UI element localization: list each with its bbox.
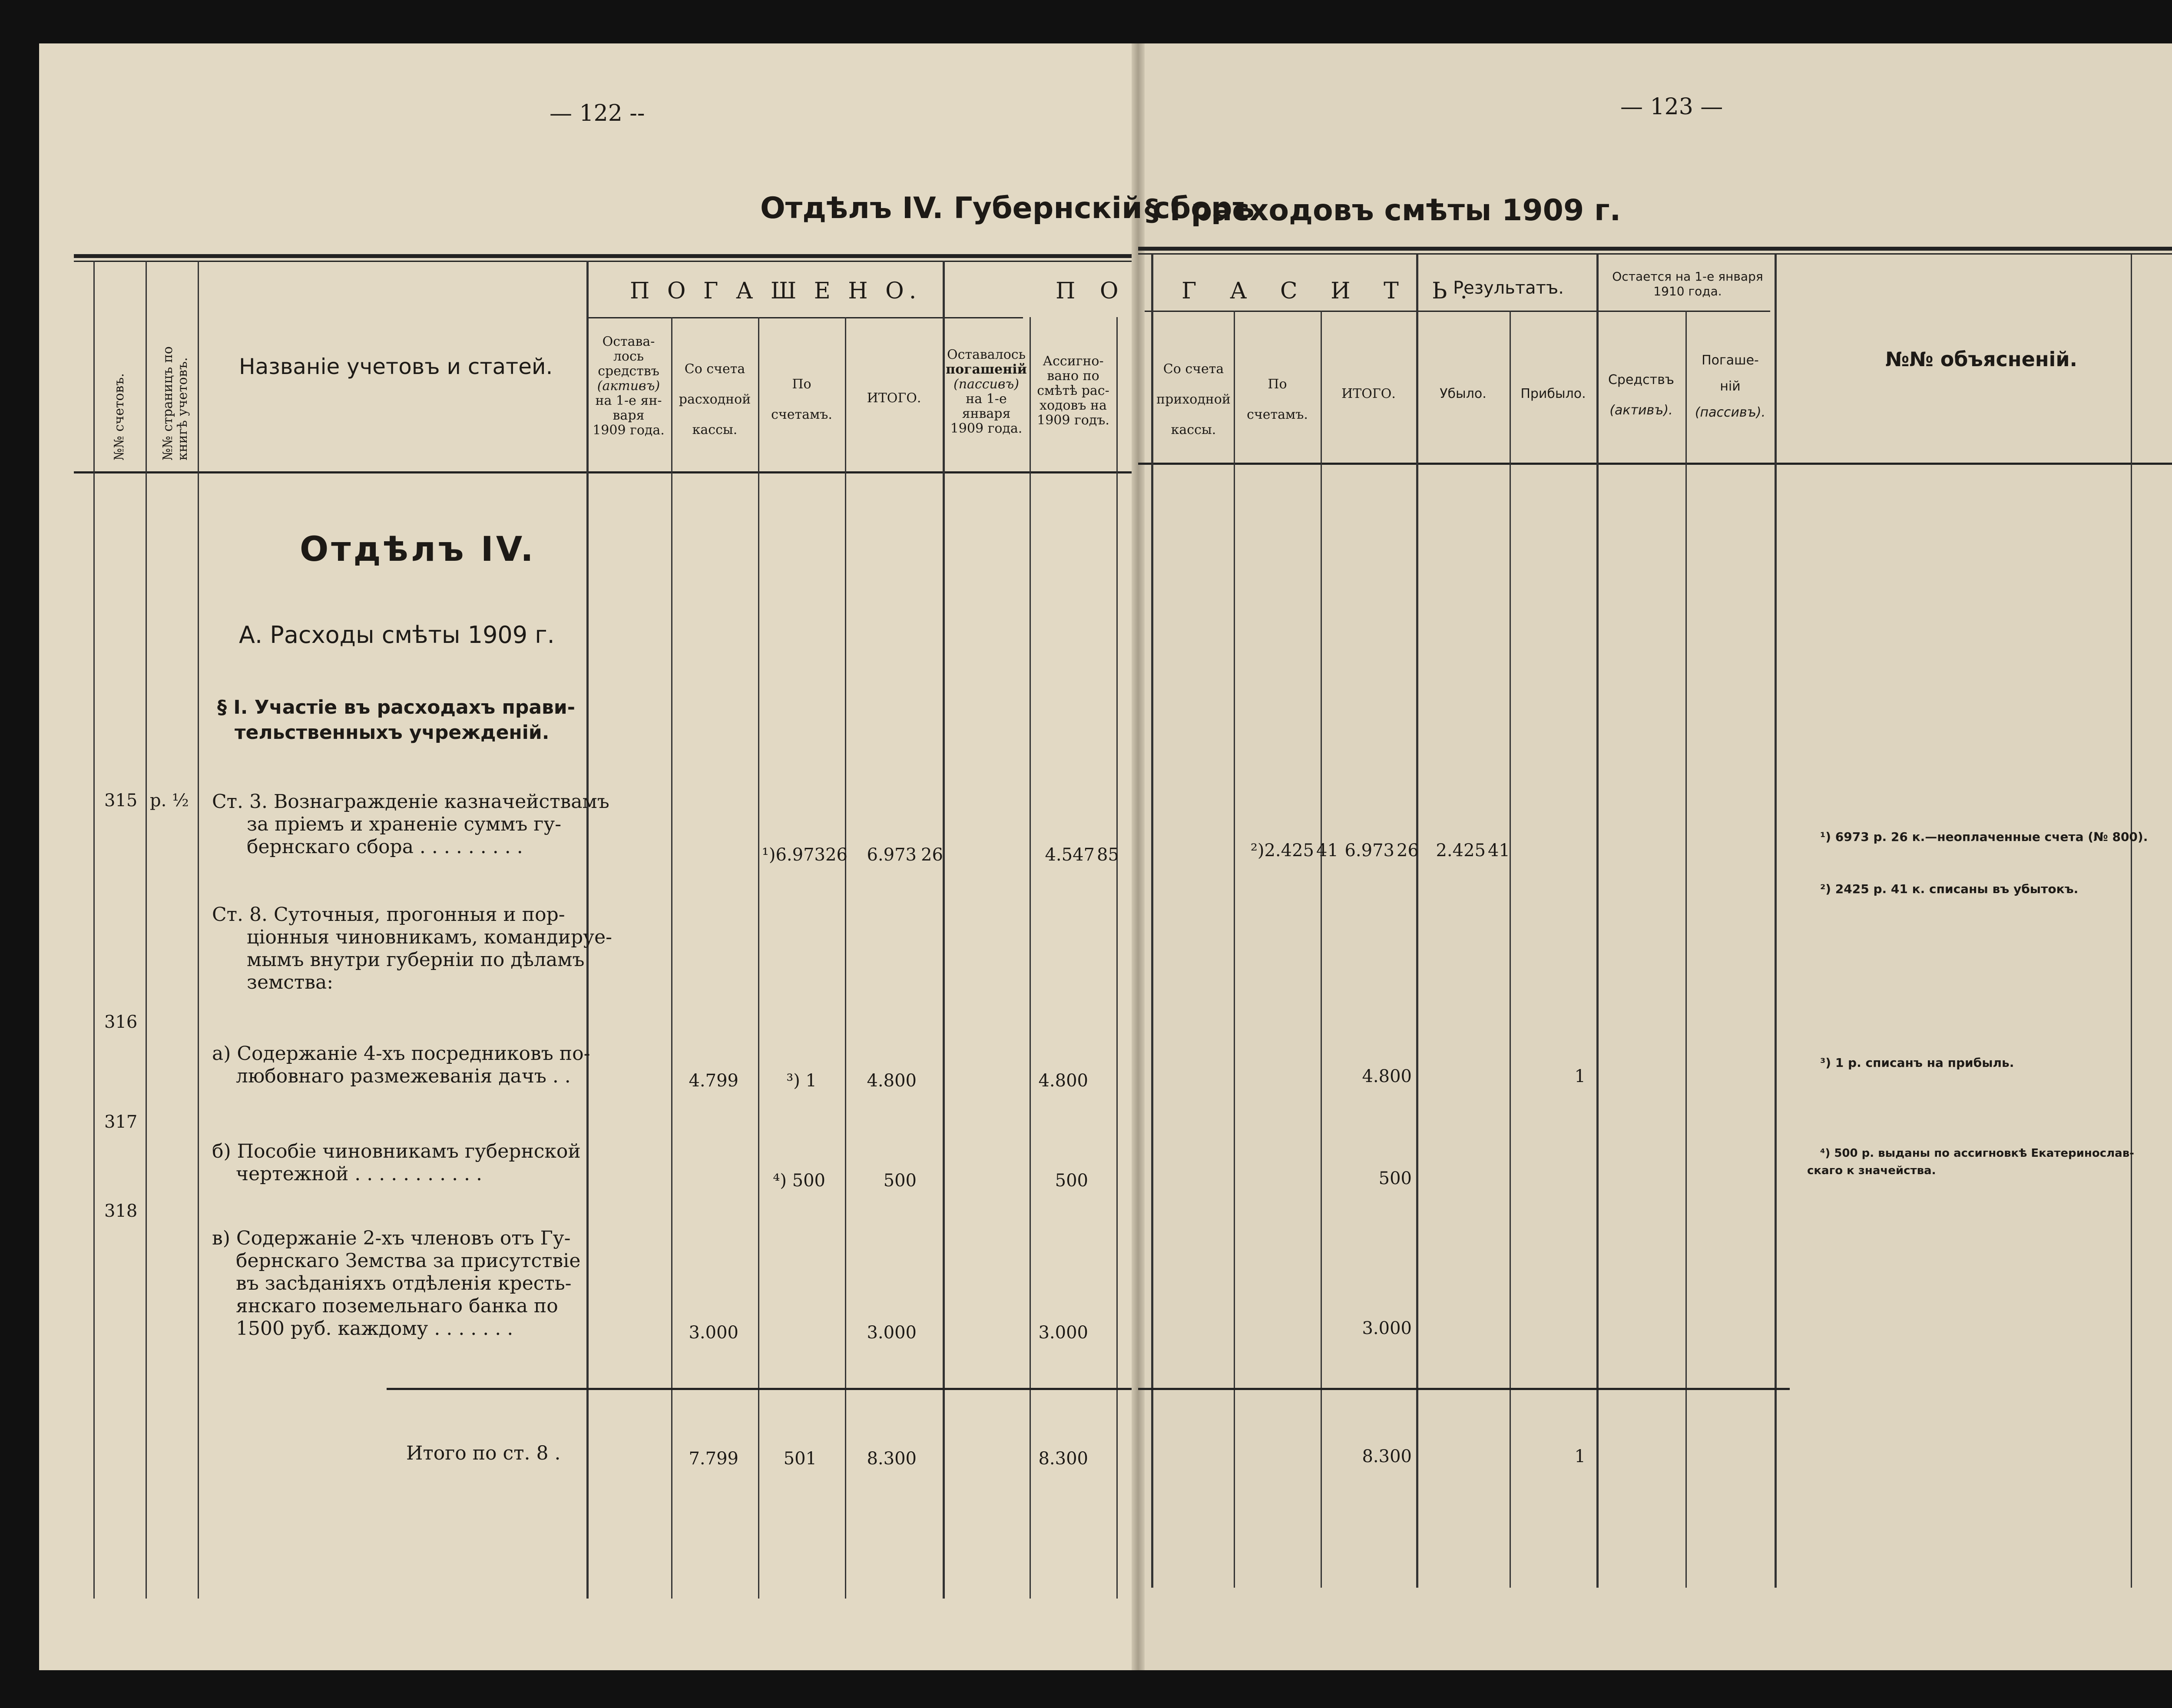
total-rule-left (387, 1388, 1132, 1390)
col-line (1116, 317, 1118, 1599)
r317-itogo: 500 (883, 1171, 917, 1191)
row315-no: 315 (104, 791, 138, 811)
row315-text: Ст. 3. Вознагражденіе казначействамъ за пріемъ и храненіе суммъ гу- бернскаго сбора . . . . . . . . . (212, 791, 609, 858)
row318-text: в) Содержаніе 2-хъ членовъ отъ Гу- бернскаго Земства за присутствіе въ засѣданіяхъ отдѣленія кресть- янскаго поземельнаго банка по 1500 руб. каждому . . . . . . . (212, 1227, 581, 1340)
total-assign: 8.300 (1038, 1449, 1088, 1469)
header-rule-left-2 (74, 261, 1132, 262)
col-line (943, 261, 945, 1599)
page-number-left: — 122 -- (550, 100, 645, 126)
r318-assign: 3.000 (1038, 1323, 1088, 1343)
header-itogo: ИТОГО. (867, 391, 921, 406)
r315-assign-k: 85 (1097, 845, 1119, 865)
r315-po-schetam: ¹)6.973 (762, 845, 825, 865)
col-line (146, 261, 147, 1599)
r315-itogo-2: 6.973 (1344, 841, 1394, 861)
section-a: А. Расходы смѣты 1909 г. (239, 621, 555, 649)
header-pogasheno: П О Г А Ш Е Н О. (630, 278, 922, 304)
r315-po-schetam-k: 26 (825, 845, 848, 865)
r317-itogo-2: 500 (1378, 1168, 1412, 1188)
r315-assign: 4.547 (1045, 845, 1095, 865)
r316-itogo-2: 4.800 (1362, 1066, 1412, 1086)
header-ostavalos-sredstv: Остава- лось средствъ (активъ) на 1-е ян- варя 1909 года. (593, 334, 665, 438)
total-po-schetam: 501 (783, 1449, 817, 1469)
note-4b: скаго к значейства. (1807, 1164, 1936, 1177)
r316-itogo: 4.800 (867, 1071, 917, 1091)
r315-ubylo: 2.425 (1436, 841, 1486, 861)
header-sredstv: Средствъ (активъ). (1608, 372, 1675, 418)
header-bottom-right (1138, 463, 2172, 465)
section-otdel: Отдѣлъ IV. (300, 530, 536, 569)
r316-assign: 4.800 (1038, 1071, 1088, 1091)
total-itogo-2: 8.300 (1362, 1447, 1412, 1466)
total-itogo: 8.300 (867, 1449, 917, 1469)
header-ostaetsya: Остается на 1-е января 1910 года. (1612, 269, 1763, 298)
subheader-rule-right (1145, 311, 1770, 312)
col-line (1685, 311, 1687, 1588)
r317-assign: 500 (1055, 1171, 1088, 1191)
row317-text: б) Пособіе чиновникамъ губернской чертежной . . . . . . . . . . . (212, 1140, 581, 1185)
header-col-no: №№ счетовъ. (112, 373, 127, 460)
r318-so-scheta: 3.000 (689, 1323, 738, 1343)
row316-text: а) Содержаніе 4-хъ посредниковъ по- любовнаго размежеванія дачъ . . (212, 1043, 590, 1087)
r316-so-scheta: 4.799 (689, 1071, 738, 1091)
total-pribylo: 1 (1574, 1447, 1586, 1466)
header-assignovano: Ассигно- вано по смѣтѣ рас- ходовъ на 1909 годъ. (1037, 354, 1109, 428)
header-results: Результатъ. (1453, 278, 1564, 298)
col-line (1234, 311, 1235, 1588)
header-po: П О (1056, 278, 1127, 304)
col-line (671, 317, 672, 1599)
r317-po-schetam: ⁴) 500 (773, 1171, 825, 1191)
header-pogasheniy: Погаше- ній (пассивъ). (1695, 353, 1766, 420)
r315-itogo-2-k: 26 (1397, 841, 1419, 861)
header-ubylo: Убыло. (1440, 386, 1487, 401)
header-col-pages: №№ страницъ по книгѣ учетовъ. (160, 346, 190, 460)
st8-text: Ст. 8. Суточныя, прогонныя и пор- ціонныя чиновникамъ, командируе- мымъ внутри губерніи по дѣламъ земства: (212, 904, 613, 993)
header-ostavalos-pogasheniy: Оставалось погашеній (пассивъ) на 1-е января 1909 года. (946, 347, 1027, 436)
total-so-scheta: 7.799 (689, 1449, 738, 1469)
header-bottom-left (74, 471, 1132, 473)
col-line (198, 261, 199, 1599)
row318-no: 318 (104, 1201, 138, 1221)
col-line (1321, 311, 1322, 1588)
header-so-scheta-2: Со счета приходной кассы. (1156, 361, 1231, 437)
title-right: § I расходовъ смѣты 1909 г. (1145, 193, 1621, 228)
header-itogo-2: ИТОГО. (1341, 386, 1396, 401)
subheader-rule (589, 317, 1023, 318)
header-po-schetam: По счетамъ. (771, 377, 832, 422)
note-1: ¹) 6973 р. 26 к.—неоплаченные счета (№ 800). (1820, 830, 2148, 844)
title-left: Отдѣлъ IV. Губернскій сборъ (760, 191, 1255, 225)
row316-no: 316 (104, 1012, 138, 1032)
total-rule-right (1138, 1388, 1790, 1390)
note-2: ²) 2425 р. 41 к. списаны въ убытокъ. (1820, 882, 2079, 896)
header-rule-right (1138, 247, 2172, 251)
header-gasit: Г А С И Т Ь. (1182, 278, 1480, 304)
r318-itogo: 3.000 (867, 1323, 917, 1343)
r315-po-schetam-2: ²)2.425 (1250, 841, 1314, 861)
col-line (1510, 311, 1511, 1588)
paragraph-1: § I. Участіе въ расходахъ прави- тельственныхъ учрежденій. (217, 696, 575, 744)
book-gutter (1132, 43, 1145, 1670)
header-pribylo: Прибыло. (1520, 386, 1586, 401)
r318-itogo-2: 3.000 (1362, 1318, 1412, 1338)
header-so-scheta: Со счета расходной кассы. (679, 361, 751, 437)
col-line (93, 261, 95, 1599)
r315-po-schetam-2-k: 41 (1316, 841, 1338, 861)
header-col-name: Названіе учетовъ и статей. (239, 354, 553, 379)
header-rule-right-2 (1138, 253, 2172, 255)
header-rule-left (74, 254, 1132, 258)
r316-pribylo: 1 (1574, 1066, 1586, 1086)
row317-no: 317 (104, 1112, 138, 1132)
note-3: ³) 1 р. списанъ на прибыль. (1820, 1056, 2014, 1070)
r315-itogo: 6.973 (867, 845, 917, 865)
col-line (845, 317, 846, 1599)
row315-page: р. ½ (150, 791, 189, 811)
col-line (1030, 317, 1031, 1599)
note-4: ⁴) 500 р. выданы по ассигновкѣ Екатеринослав- (1820, 1147, 2134, 1160)
r315-itogo-k: 26 (921, 845, 943, 865)
r315-ubylo-k: 41 (1488, 841, 1510, 861)
itogo-st8: Итого по ст. 8 . (406, 1442, 561, 1464)
col-line (2131, 254, 2132, 1588)
header-po-schetam-2: По счетамъ. (1247, 377, 1308, 422)
r316-po-schetam: ³) 1 (786, 1071, 817, 1091)
col-line (758, 317, 759, 1599)
page-number-right: — 123 — (1620, 94, 1723, 120)
header-explanations: №№ объясненій. (1885, 348, 2078, 371)
